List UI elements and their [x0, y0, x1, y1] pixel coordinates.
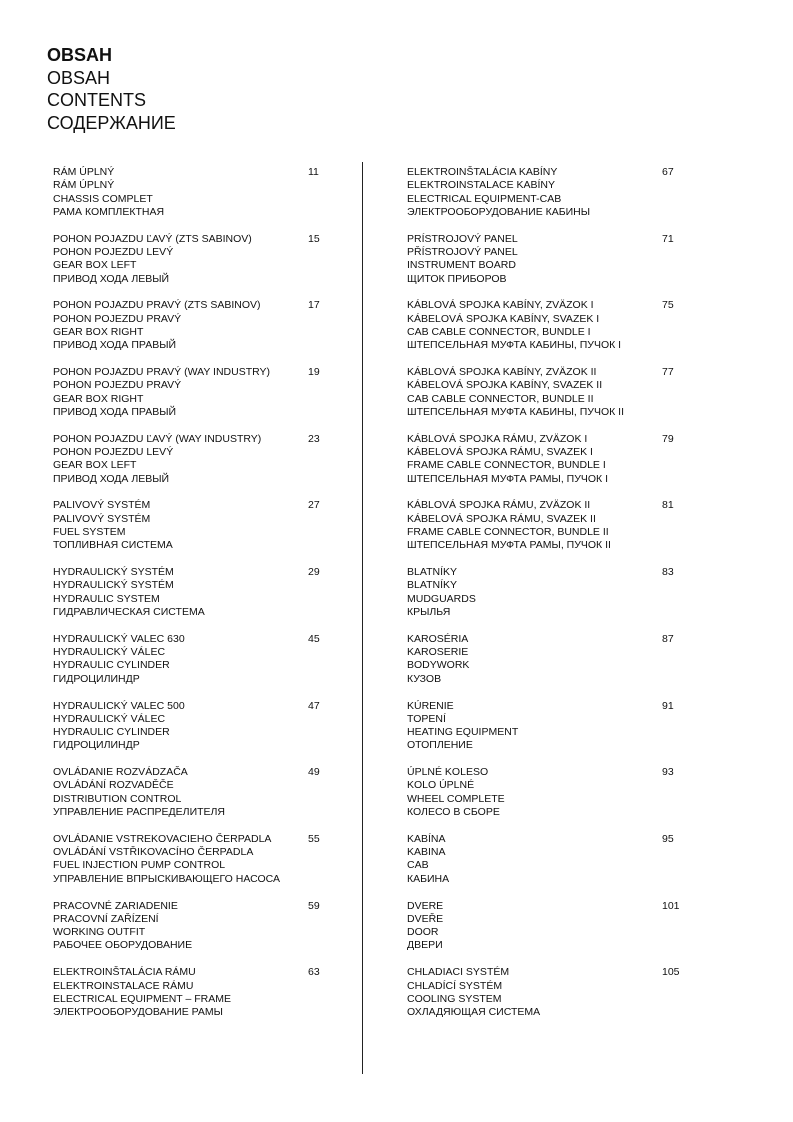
toc-entry-title: HYDRAULICKÝ SYSTÉM	[53, 566, 174, 579]
page-title: OBSAH	[47, 45, 113, 65]
toc-page-number: 27	[308, 499, 320, 512]
toc-entry-title: ШТЕПСЕЛЬНАЯ МУФТА РАМЫ, ПУЧОК I	[407, 472, 609, 485]
toc-page-number: 105	[662, 966, 680, 979]
toc-entry-titles	[53, 833, 333, 886]
toc-entry-titles	[407, 233, 677, 286]
toc-entry-title: ПРИВОД ХОДА ЛЕВЫЙ	[53, 472, 170, 485]
toc-entry-title: POHON POJEZDU PRAVÝ	[53, 312, 182, 325]
toc-entry-title: POHON POJEZDU LEVÝ	[53, 245, 174, 258]
toc-entry-title: ÚPLNÉ KOLESO	[407, 766, 489, 779]
toc-entry-title: POHON POJEZDU PRAVÝ	[53, 379, 182, 392]
toc-entry[interactable]	[407, 899, 680, 967]
toc-page-number: 83	[662, 566, 674, 579]
toc-entry-title: INSTRUMENT BOARD	[407, 259, 516, 272]
toc-entry-title: ПРИВОД ХОДА ПРАВЫЙ	[53, 405, 177, 418]
toc-entry[interactable]	[407, 633, 677, 700]
toc-page-number: 75	[662, 299, 674, 312]
toc-entry-title: KÁBLOVÁ SPOJKA KABÍNY, ZVÄZOK I	[407, 299, 594, 312]
toc-entry-title: PŘÍSTROJOVÝ PANEL	[407, 245, 518, 258]
toc-entry-title: ELEKTROINSTALACE RÁMU	[53, 979, 194, 992]
toc-entry-title: HYDRAULIC CYLINDER	[53, 726, 170, 739]
toc-entry-titles	[407, 566, 677, 619]
toc-entry-titles	[53, 633, 333, 686]
toc-entry[interactable]	[407, 566, 677, 633]
toc-entry[interactable]	[53, 566, 333, 633]
toc-entry-title: FRAME CABLE CONNECTOR, BUNDLE I	[407, 459, 606, 472]
toc-entry-titles	[407, 366, 677, 419]
toc-entry-title: DVERE	[407, 899, 444, 912]
toc-entry[interactable]	[53, 833, 333, 900]
toc-entry-title: CAB CABLE CONNECTOR, BUNDLE II	[407, 392, 594, 405]
toc-entry-title: ПРИВОД ХОДА ПРАВЫЙ	[53, 339, 177, 352]
toc-entry-title: POHON POJAZDU ĽAVÝ (WAY INDUSTRY)	[53, 432, 262, 445]
toc-entry[interactable]	[407, 233, 677, 300]
toc-entry-title: KABINA	[407, 846, 446, 859]
toc-entry-title: FUEL INJECTION PUMP CONTROL	[53, 859, 226, 872]
toc-entry-title: CHASSIS COMPLET	[53, 192, 153, 205]
toc-entry-title: ELEKTROINŠTALÁCIA KABÍNY	[407, 166, 558, 178]
toc-entry-title: OVLÁDÁNÍ ROZVADĚČE	[53, 779, 174, 792]
toc-entry-title: ТОПЛИВНАЯ СИСТЕМА	[53, 539, 173, 552]
toc-page-number: 47	[308, 699, 320, 712]
toc-page-number: 77	[662, 366, 674, 379]
toc-entry-title: POHON POJEZDU LEVÝ	[53, 446, 174, 459]
toc-entry[interactable]	[53, 166, 333, 233]
toc-page-number: 95	[662, 832, 674, 845]
toc-entry-title: KÁBELOVÁ SPOJKA KABÍNY, SVAZEK II	[407, 379, 603, 392]
toc-entry-title: ELECTRICAL EQUIPMENT-CAB	[407, 192, 562, 205]
toc-page-number: 71	[662, 232, 674, 245]
toc-entry-title: CHLADÍCÍ SYSTÉM	[407, 979, 503, 992]
toc-entry-title: ELECTRICAL EQUIPMENT – FRAME	[53, 992, 231, 1005]
toc-entry-title: ОТОПЛЕНИЕ	[407, 739, 473, 752]
toc-entry-title: ШТЕПСЕЛЬНАЯ МУФТА КАБИНЫ, ПУЧОК II	[407, 405, 625, 418]
toc-entry-title: COOLING SYSTEM	[407, 992, 502, 1005]
toc-entry-titles	[407, 833, 677, 886]
toc-entry-title: KÁBELOVÁ SPOJKA RÁMU, SVAZEK I	[407, 446, 593, 459]
toc-entry-title: KABÍNA	[407, 832, 446, 845]
toc-entry-title: DVEŘE	[407, 912, 444, 925]
toc-entry[interactable]	[53, 299, 333, 366]
toc-entry-title: КАБИНА	[407, 872, 450, 885]
toc-entry-titles	[407, 433, 677, 486]
toc-entry-title: BODYWORK	[407, 659, 470, 672]
toc-entry-title: TOPENÍ	[407, 712, 446, 725]
toc-entry-titles	[407, 766, 677, 819]
toc-entry-titles	[53, 499, 333, 552]
toc-entry-titles	[53, 566, 333, 619]
toc-entry[interactable]	[407, 833, 677, 900]
toc-entry-titles	[407, 166, 677, 219]
toc-page-number: 49	[308, 766, 320, 779]
toc-page-number: 19	[308, 366, 320, 379]
toc-entry-title: HYDRAULICKÝ VÁLEC	[53, 646, 166, 659]
toc-page-number: 81	[662, 499, 674, 512]
toc-entry[interactable]	[53, 233, 333, 300]
toc-entry-title: CHLADIACI SYSTÉM	[407, 966, 510, 979]
toc-entry-title: RÁM ÚPLNÝ	[53, 166, 115, 178]
toc-entry-titles	[53, 700, 333, 753]
toc-entry-title: ЭЛЕКТРООБОРУДОВАНИЕ КАБИНЫ	[407, 205, 591, 218]
toc-entry-title: KÁBELOVÁ SPOJKA KABÍNY, SVAZEK I	[407, 312, 600, 325]
toc-entry[interactable]	[53, 900, 333, 967]
toc-entry-title: HYDRAULICKÝ SYSTÉM	[53, 579, 174, 592]
toc-page-number: 59	[308, 899, 320, 912]
toc-entry-title: HYDRAULICKÝ VALEC 500	[53, 699, 185, 712]
toc-entry-title: POHON POJAZDU PRAVÝ (ZTS SABINOV)	[53, 299, 261, 312]
toc-entry-title: POHON POJAZDU ĽAVÝ (ZTS SABINOV)	[53, 232, 252, 245]
toc-entry-titles	[407, 499, 677, 552]
toc-entry-title: PALIVOVÝ SYSTÉM	[53, 499, 151, 512]
toc-entry[interactable]	[407, 433, 677, 500]
toc-entry[interactable]	[407, 499, 677, 566]
toc-page-number: 91	[662, 699, 674, 712]
toc-entry-titles	[53, 433, 333, 486]
toc-entry-title: OVLÁDÁNÍ VSTŘIKOVACÍHO ČERPADLA	[53, 846, 254, 859]
toc-entry-title: MUDGUARDS	[407, 592, 476, 605]
toc-entry-title: OVLÁDANIE ROZVÁDZAČA	[53, 766, 188, 779]
toc-entry-title: ГИДРАВЛИЧЕСКАЯ СИСТЕМА	[53, 606, 205, 619]
toc-entry-title: POHON POJAZDU PRAVÝ (WAY INDUSTRY)	[53, 366, 271, 379]
toc-entry-title: FRAME CABLE CONNECTOR, BUNDLE II	[407, 526, 609, 539]
toc-entry-title: ДВЕРИ	[407, 939, 443, 952]
toc-entry-title: HYDRAULIC CYLINDER	[53, 659, 170, 672]
toc-entry-titles	[53, 766, 333, 819]
toc-entry-title: HEATING EQUIPMENT	[407, 726, 519, 739]
toc-entry-title: ГИДРОЦИЛИНДР	[53, 672, 140, 685]
toc-entry-title: BLATNÍKY	[407, 579, 457, 592]
toc-entry-title: PRACOVNÉ ZARIADENIE	[53, 899, 178, 912]
toc-entry-titles	[407, 700, 677, 753]
toc-entry-title: РАМА КОМПЛЕКТНАЯ	[53, 205, 165, 218]
toc-entry[interactable]	[407, 700, 677, 767]
toc-entry-title: PRACOVNÍ ZAŘÍZENÍ	[53, 912, 159, 925]
page-title-en: CONTENTS	[47, 90, 146, 110]
toc-entry-titles	[407, 900, 677, 953]
toc-entry-title: КРЫЛЬЯ	[407, 606, 451, 619]
toc-entry[interactable]	[53, 966, 333, 1033]
toc-page-number: 11	[308, 166, 319, 178]
toc-entry-title: OVLÁDANIE VSTREKOVACIEHO ČERPADLA	[53, 832, 272, 845]
toc-entry-title: DOOR	[407, 926, 439, 939]
toc-left-column	[53, 166, 333, 1033]
toc-entry-titles	[53, 966, 333, 1019]
toc-entry-title: КОЛЕСО В СБОРЕ	[407, 806, 500, 819]
toc-entry-title: RÁM ÚPLNÝ	[53, 179, 115, 192]
toc-page-number: 101	[662, 899, 680, 912]
toc-entry-title: PRÍSTROJOVÝ PANEL	[407, 232, 518, 245]
toc-entry-title: ГИДРОЦИЛИНДР	[53, 739, 140, 752]
toc-entry-title: ШТЕПСЕЛЬНАЯ МУФТА КАБИНЫ, ПУЧОК I	[407, 339, 622, 352]
toc-entry-titles	[53, 299, 333, 352]
column-divider	[362, 162, 363, 1074]
toc-entry-title: KÚRENIE	[407, 699, 454, 712]
toc-page-number: 23	[308, 432, 320, 445]
toc-entry-title: CAB CABLE CONNECTOR, BUNDLE I	[407, 325, 591, 338]
toc-entry-title: KOLO ÚPLNÉ	[407, 779, 475, 792]
page-title-cz: OBSAH	[47, 67, 111, 88]
toc-entry-title: KÁBLOVÁ SPOJKA RÁMU, ZVÄZOK I	[407, 432, 588, 445]
toc-entry-title: KAROSERIE	[407, 646, 469, 659]
toc-entry-title: KÁBLOVÁ SPOJKA KABÍNY, ZVÄZOK II	[407, 366, 597, 379]
toc-entry-title: УПРАВЛЕНИЕ ВПРЫСКИВАЮЩЕГО НАСОСА	[53, 872, 280, 885]
page-title-ru: СОДЕРЖАНИЕ	[47, 112, 176, 133]
toc-entry-title: ЭЛЕКТРООБОРУДОВАНИЕ РАМЫ	[53, 1006, 223, 1019]
toc-entry-title: HYDRAULICKÝ VÁLEC	[53, 712, 166, 725]
toc-entry-title: КУЗОВ	[407, 672, 442, 685]
toc-entry-title: РАБОЧЕЕ ОБОРУДОВАНИЕ	[53, 939, 193, 952]
toc-entry-title: CAB	[407, 859, 429, 872]
toc-page-number: 63	[308, 966, 320, 979]
toc-entry-title: ЩИТОК ПРИБОРОВ	[407, 272, 507, 285]
toc-page-number: 15	[308, 232, 320, 245]
toc-page-number: 45	[308, 632, 320, 645]
toc-entry[interactable]	[407, 766, 677, 833]
toc-entry-title: KAROSÉRIA	[407, 632, 469, 645]
contents-title-block	[47, 44, 176, 134]
toc-entry-title: GEAR BOX LEFT	[53, 259, 137, 272]
toc-entry-title: FUEL SYSTEM	[53, 526, 126, 539]
toc-entry-titles	[407, 299, 677, 352]
toc-entry-title: PALIVOVÝ SYSTÉM	[53, 512, 151, 525]
toc-entry[interactable]	[53, 499, 333, 566]
toc-entry[interactable]	[53, 700, 333, 767]
toc-page-number: 87	[662, 632, 674, 645]
toc-entry-titles	[53, 233, 333, 286]
toc-right-column	[407, 166, 680, 1033]
toc-entry[interactable]	[53, 366, 333, 433]
toc-entry-title: ПРИВОД ХОДА ЛЕВЫЙ	[53, 272, 170, 285]
toc-entry-title: KÁBELOVÁ SPOJKA RÁMU, SVAZEK II	[407, 512, 596, 525]
toc-page-number: 67	[662, 166, 674, 178]
toc-entry-titles	[53, 166, 333, 219]
toc-entry-title: GEAR BOX LEFT	[53, 459, 137, 472]
toc-page-number: 93	[662, 766, 674, 779]
toc-entry-titles	[53, 900, 333, 953]
toc-entry-title: KÁBLOVÁ SPOJKA RÁMU, ZVÄZOK II	[407, 499, 591, 512]
toc-page-number: 17	[308, 299, 320, 312]
toc-page-number: 55	[308, 832, 320, 845]
toc-entry-title: DISTRIBUTION CONTROL	[53, 792, 182, 805]
toc-entry-title: WHEEL COMPLETE	[407, 792, 505, 805]
toc-entry[interactable]	[53, 766, 333, 833]
toc-entry-title: УПРАВЛЕНИЕ РАСПРЕДЕЛИТЕЛЯ	[53, 806, 226, 819]
toc-entry[interactable]	[53, 633, 333, 700]
toc-entry-title: GEAR BOX RIGHT	[53, 325, 144, 338]
toc-entry-title: ELEKTROINŠTALÁCIA RÁMU	[53, 966, 196, 979]
toc-entry[interactable]	[407, 966, 680, 1033]
toc-entry[interactable]	[407, 166, 677, 233]
toc-entry[interactable]	[53, 433, 333, 500]
toc-entry-title: ШТЕПСЕЛЬНАЯ МУФТА РАМЫ, ПУЧОК II	[407, 539, 611, 552]
toc-entry[interactable]	[407, 366, 677, 433]
toc-entry-titles	[53, 366, 333, 419]
toc-entry-title: WORKING OUTFIT	[53, 926, 146, 939]
toc-entry[interactable]	[407, 299, 677, 366]
toc-page-number: 79	[662, 432, 674, 445]
toc-entry-title: HYDRAULIC SYSTEM	[53, 592, 160, 605]
toc-entry-title: ELEKTROINSTALACE KABÍNY	[407, 179, 556, 192]
toc-entry-title: BLATNÍKY	[407, 566, 457, 579]
toc-page-number: 29	[308, 566, 320, 579]
toc-entry-titles	[407, 966, 677, 1019]
toc-entry-title: HYDRAULICKÝ VALEC 630	[53, 632, 185, 645]
toc-entry-titles	[407, 633, 677, 686]
toc-entry-title: ОХЛАДЯЮЩАЯ СИСТЕМА	[407, 1006, 541, 1019]
toc-entry-title: GEAR BOX RIGHT	[53, 392, 144, 405]
